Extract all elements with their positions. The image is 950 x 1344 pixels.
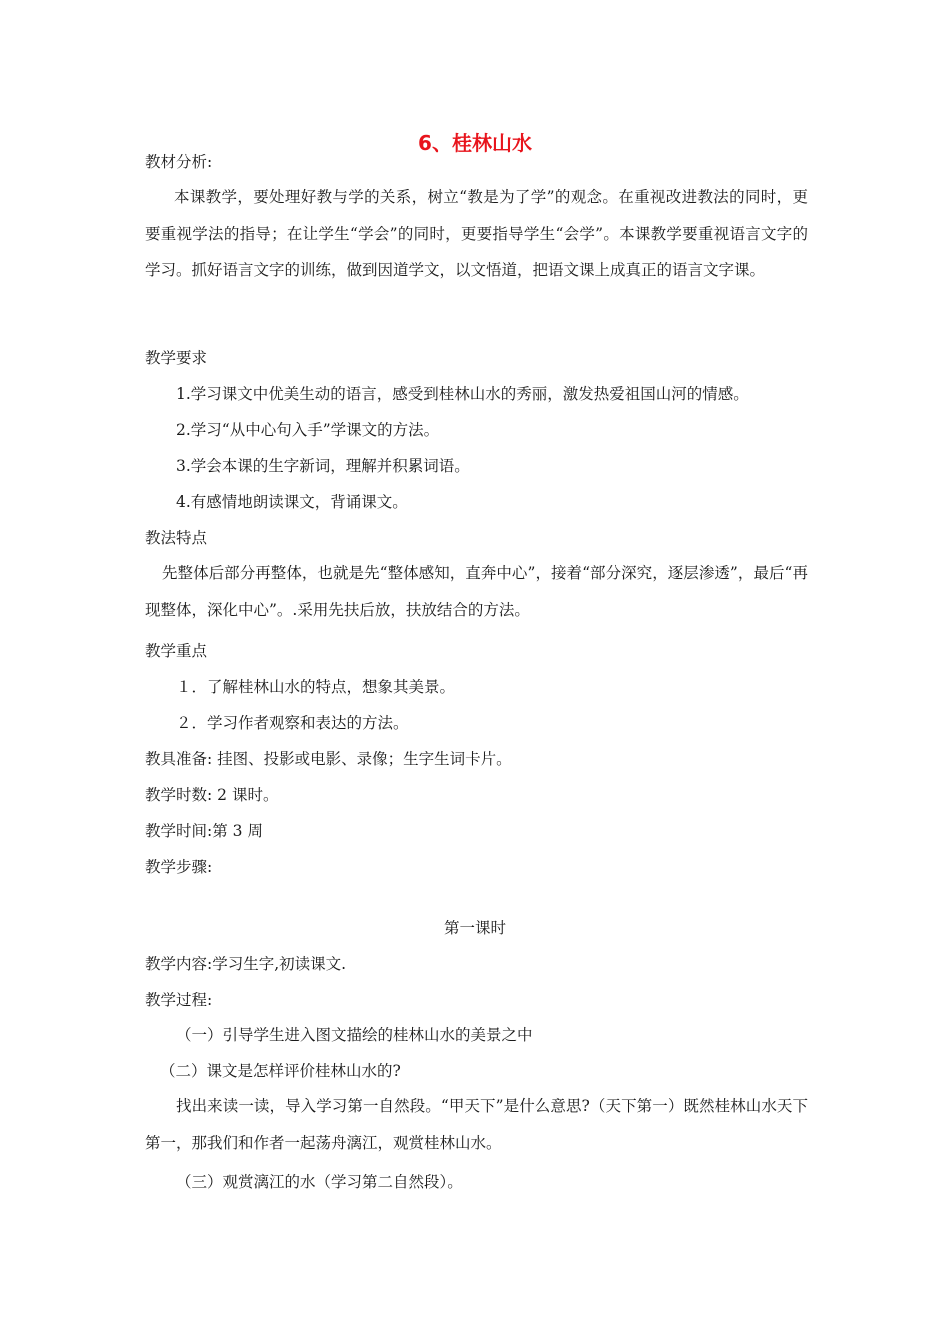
requirement-item-3: 3.学会本课的生字新词，理解并积累词语。 [176, 457, 470, 475]
focus-item-1: １．了解桂林山水的特点，想象其美景。 [176, 678, 456, 696]
method-heading: 教法特点 [145, 529, 208, 547]
document-title: 6、桂林山水 [418, 131, 532, 155]
steps-heading: 教学步骤: [145, 858, 213, 876]
tools-line: 教具准备: 挂图、投影或电影、录像；生字生词卡片。 [145, 750, 512, 768]
focus-heading: 教学重点 [145, 642, 208, 660]
requirement-item-1: 1.学习课文中优美生动的语言，感受到桂林山水的秀丽，激发热爱祖国山河的情感。 [176, 385, 749, 403]
focus-item-2: ２．学习作者观察和表达的方法。 [176, 714, 409, 732]
method-paragraph: 先整体后部分再整体，也就是先“整体感知，直奔中心”，接着“部分深究，逐层渗透”，最后“再现整体，深化中心”。.采用先扶后放，扶放结合的方法。 [145, 564, 808, 619]
lesson1-content: 教学内容:学习生字,初读课文. [145, 955, 347, 973]
requirement-item-4: 4.有感情地朗读课文，背诵课文。 [176, 493, 408, 511]
process-item-2-paragraph: 找出来读一读，导入学习第一自然段。“甲天下”是什么意思?（天下第一）既然桂林山水天下第一，那我们和作者一起荡舟漓江，观赏桂林山水。 [145, 1097, 808, 1152]
process-item-2: （二）课文是怎样评价桂林山水的? [160, 1062, 401, 1080]
analysis-paragraph: 本课教学，要处理好教与学的关系，树立“教是为了学”的观念。在重视改进教法的同时，更要重视学法的指导；在让学生“学会”的同时，更要指导学生“会学”。本课教学要重视语言文字的学习。抓好语言文字的训练，做到因道学文，以文悟道，把语文课上成真正的语言文字课。 [145, 188, 808, 279]
requirements-heading: 教学要求 [145, 349, 208, 367]
analysis-heading: 教材分析: [145, 153, 213, 171]
requirement-item-2: 2.学习“从中心句入手”学课文的方法。 [176, 421, 440, 439]
week-line: 教学时间:第 3 周 [145, 822, 263, 840]
process-item-3: （三）观赏漓江的水（学习第二自然段）。 [176, 1173, 463, 1191]
lesson1-heading: 第一课时 [443, 919, 506, 937]
process-heading: 教学过程: [145, 991, 213, 1009]
hours-line: 教学时数: 2 课时。 [145, 786, 279, 804]
process-item-1: （一）引导学生进入图文描绘的桂林山水的美景之中 [176, 1026, 533, 1044]
